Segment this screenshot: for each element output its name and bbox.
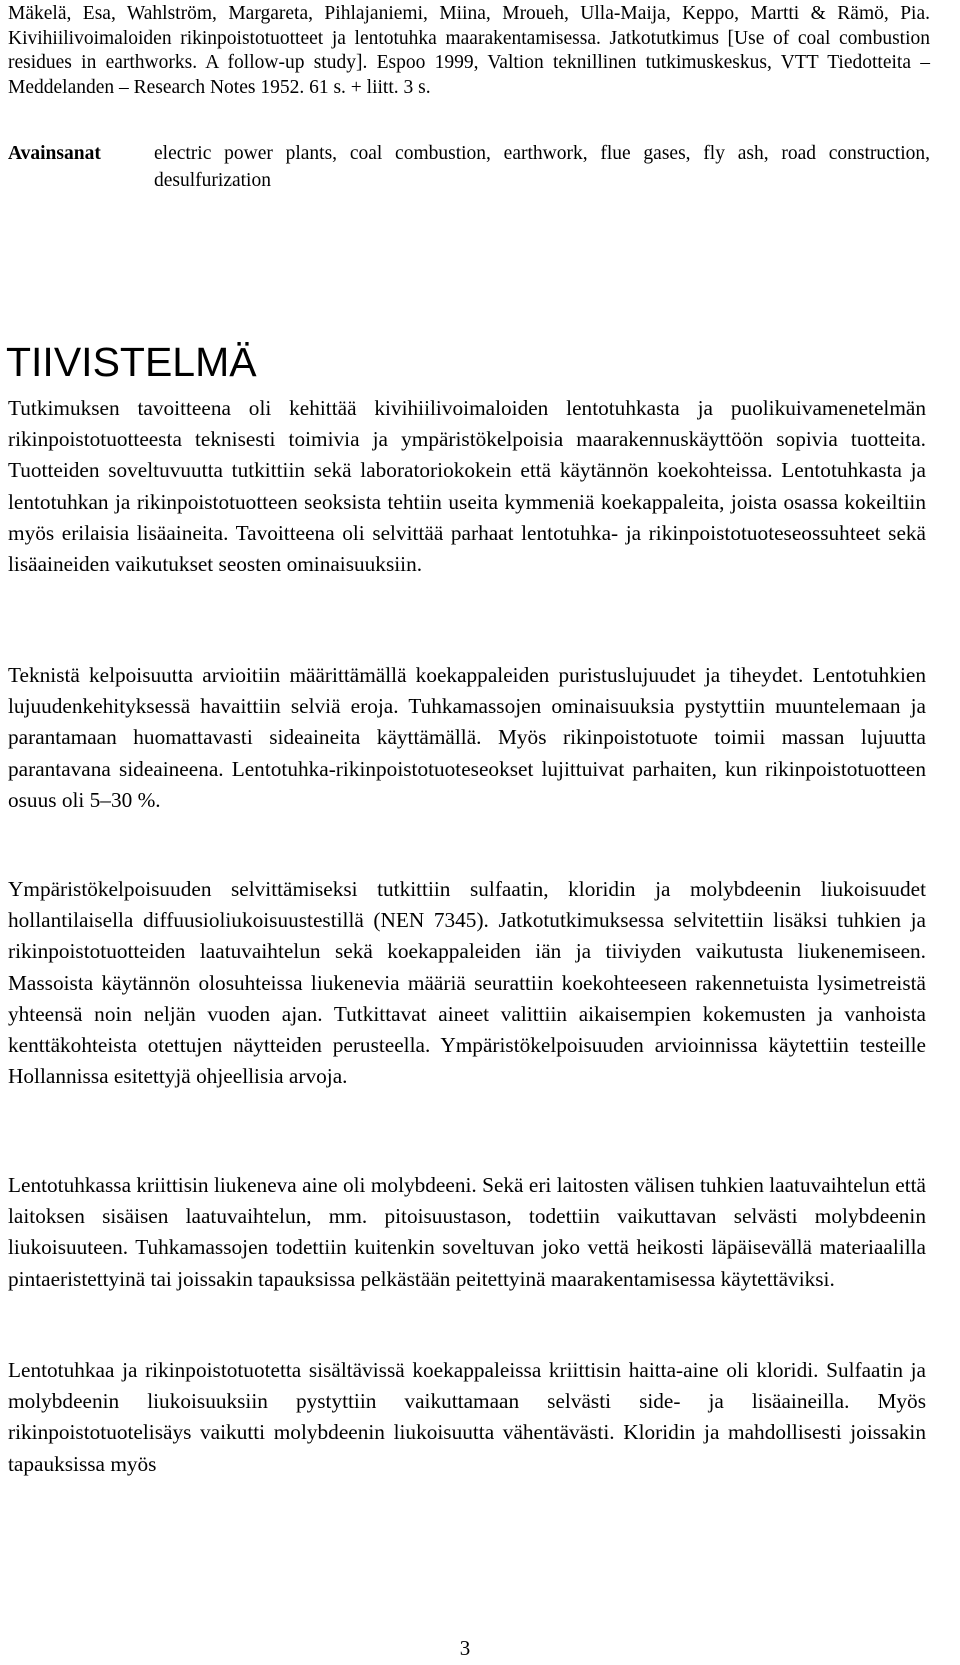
paragraph-3: Ympäristökelpoisuuden selvittämiseksi tutkittiin sulfaatin, kloridin ja molybdeenin liukoisuudet hollantilaisella diffuusioliukoisuustestillä (NEN 7345). Jatkotutkimuksessa selvitettiin lisäksi tuhkien ja rikinpoistotuotteiden laatuvaihtelun sekä koekappaleiden iän ja tiiviyden vaikutusta liukenemiseen. Massoista käytännön olosuhteissa liukenevia määriä seurattiin koekohteeseen rakennetuista lysimetreistä yhteensä noin neljän vuoden ajan. Tutkittavat aineet valittiin aikaisempien kokemusten ja vanhoista kenttäkohteista otettujen näytteiden perusteella. Ympäristökelpoisuuden arvioinnissa käytettiin testeille Hollannissa esitettyjä ohjeellisia arvoja. bbox=[8, 877, 926, 1089]
keywords-label: Avainsanat bbox=[8, 143, 101, 164]
section-heading: TIIVISTELMÄ bbox=[6, 339, 257, 385]
keywords-text: electric power plants, coal combustion, earthwork, flue gases, fly ash, road construction, desulfurization bbox=[154, 143, 930, 191]
paragraph-4: Lentotuhkassa kriittisin liukeneva aine oli molybdeeni. Sekä eri laitosten välisen tuhkien laatuvaihtelun että laitoksen sisäisen laatuvaihtelun, mm. pitoisuustason, todettiin vaikuttavan selvästi molybdeenin liukoisuuteen. Tuhkamassojen todettiin kuitenkin soveltuvan joko vettä heikosti läpäisevällä materiaalilla pintaeristettyinä tai joissakin tapauksissa pelkästään peitettyinä maarakentamisessa käytettäviksi. bbox=[8, 1173, 926, 1291]
paragraph-1: Tutkimuksen tavoitteena oli kehittää kivihiilivoimaloiden lentotuhkasta ja puolikuivamenetelmän rikinpoistotuotteesta teknisesti toimivia ja ympäristökelpoisia maarakennuskäyttöön sopivia tuotteita. Tuotteiden soveltuvuutta tutkittiin sekä laboratoriokokein että käytännön koekohteissa. Lentotuhkasta ja lentotuhkan ja rikinpoistotuotteen seoksista tehtiin useita kymmeniä koekappaleita, joista osassa kokeiltiin myös erilaisia lisäaineita. Tavoitteena oli selvittää parhaat lentotuhka- ja rikinpoistotuoteseossuhteet sekä lisäaineiden vaikutukset seosten ominaisuuksiin. bbox=[8, 396, 926, 577]
paragraph-2: Teknistä kelpoisuutta arvioitiin määrittämällä koekappaleiden puristuslujuudet ja tiheydet. Lentotuhkien lujuudenkehityksessä havaittiin selviä eroja. Tuhkamassojen ominaisuuksia pystyttiin muuntelemaan ja parantamaan huomattavasti sideaineita käyttämällä. Myös rikinpoistotuote toimii massan lujuutta parantavana sideaineena. Lentotuhka-rikinpoistotuoteseokset lujittuivat parhaiten, kun rikinpoistotuotteen osuus oli 5–30 %. bbox=[8, 663, 926, 812]
paragraph-5: Lentotuhkaa ja rikinpoistotuotetta sisältävissä koekappaleissa kriittisin haitta-aine oli kloridi. Sulfaatin ja molybdeenin liukoisuuksiin pystyttiin vaikuttamaan selvästi side- ja lisäaineilla. Myös rikinpoistotuotelisäys vaikutti molybdeenin liukoisuutta vähentävästi. Kloridin ja mahdollisesti joissakin tapauksissa myös bbox=[8, 1358, 926, 1476]
bibliographic-citation: Mäkelä, Esa, Wahlström, Margareta, Pihlajaniemi, Miina, Mroueh, Ulla-Maija, Keppo, Martti & Rämö, Pia. Kivihiilivoimaloiden rikinpoistotuotteet ja lentotuhka maarakentamisessa. Jatkotutkimus [Use of coal combustion residues in earthworks. A follow-up study]. Espoo 1999, Valtion teknillinen tutkimuskeskus, VTT Tiedotteita – Meddelanden – Research Notes 1952. 61 s. + liitt. 3 s. bbox=[8, 3, 930, 98]
page-number: 3 bbox=[459, 1636, 471, 1660]
